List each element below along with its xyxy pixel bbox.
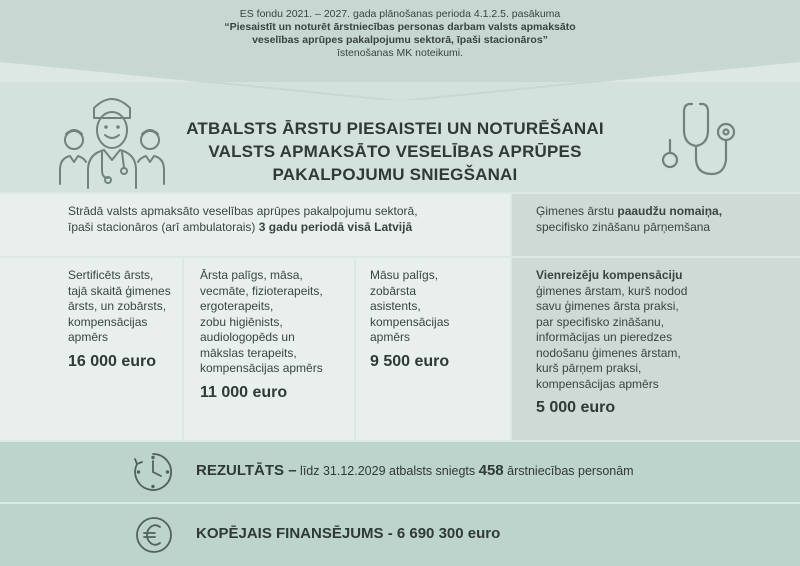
result-row: [0, 442, 800, 502]
one-time-compensation-text: [536, 268, 796, 416]
col4-line: nodošanu ģimenes ārstam,: [536, 345, 681, 360]
assistant-compensation-amount: 9 500 euro: [370, 352, 450, 370]
result-text: [196, 462, 634, 479]
one-time-compensation-amount: 5 000 euro: [536, 399, 616, 416]
col2-line: vecmāte, fizioterapeits,: [200, 283, 323, 298]
eligibility-panel: [0, 194, 510, 256]
result-text-a: līdz 31.12.2029 atbalsts sniegts: [296, 464, 479, 478]
doctor-compensation-amount: 16 000 euro: [68, 352, 157, 370]
assistant-compensation-panel: [356, 258, 510, 440]
doctor-compensation-panel: [0, 258, 182, 440]
col2-line: mākslas terapeits,: [200, 345, 297, 360]
generation-change-line-1-plain: Ģimenes ārstu: [536, 204, 618, 218]
col3-line: kompensācijas: [370, 314, 450, 329]
col1-line: Sertificēts ārsts,: [68, 268, 154, 282]
col1-line: ārsts, un zobārsts,: [68, 299, 167, 313]
funding-row: [0, 504, 800, 566]
generation-change-text: [536, 204, 796, 235]
header-chevron-overlay: [0, 0, 800, 100]
generation-change-line-1-bold: paaudžu nomaiņa,: [617, 204, 723, 218]
col4-line: ģimenes ārstam, kurš nodod: [536, 283, 688, 298]
col4-line: kurš pārņem praksi,: [536, 361, 642, 375]
title-line-2: VALSTS APMAKSĀTO VESELĪBAS APRŪPES: [208, 142, 582, 161]
col4-line: savu ģimenes ārsta praksi,: [536, 299, 679, 313]
header-line-1: ES fondu 2021. – 2027. gada plānošanas perioda 4.1.2.5. pasākuma: [239, 8, 561, 20]
col1-line: kompensācijas: [68, 314, 148, 329]
col4-line: par specifisko zināšanu,: [536, 314, 665, 329]
title-line-3: PAKALPOJUMU SNIEGŠANAI: [272, 165, 518, 184]
col4-line: informācijas un pieredzes: [536, 330, 673, 344]
col3-line: asistents,: [370, 299, 421, 313]
result-text-b: ārstniecības personām: [503, 464, 634, 478]
col3-line: Māsu palīgs,: [370, 268, 439, 282]
eligibility-line-2: [68, 220, 508, 236]
col1-line: tajā skaitā ģimenes: [68, 283, 171, 298]
stethoscope-icon: [650, 100, 740, 182]
eligibility-line-2-plain: īpaši stacionāros (arī ambulatorais): [68, 219, 259, 234]
col2-line: zobu higiēnists,: [200, 314, 283, 329]
col4-line: kompensācijas apmērs: [536, 376, 659, 391]
page-title: [140, 117, 650, 186]
result-number: 458: [478, 462, 504, 479]
generation-change-line-1: [536, 204, 796, 220]
eligibility-line-1: Strādā valsts apmaksāto veselības aprūpes pakalpojumu sektorā,: [68, 204, 418, 218]
eligibility-text: [68, 204, 508, 235]
header-line-4: īstenošanas MK noteikumi.: [336, 47, 464, 59]
doctor-compensation-text: [68, 268, 180, 369]
nurse-compensation-amount: 11 000 euro: [200, 383, 288, 401]
euro-icon: [134, 515, 174, 555]
header-line-3: veselības aprūpes pakalpojumu sektorā, īpaši stacionāros”: [252, 34, 548, 46]
nurse-compensation-text: [200, 268, 352, 400]
col2-line: kompensācijas apmērs: [200, 361, 323, 375]
title-line-1: ATBALSTS ĀRSTU PIESAISTEI UN NOTURĒŠANAI: [186, 119, 604, 138]
header-line-2: “Piesaistīt un noturēt ārstniecības personas darbam valsts apmaksāto: [224, 21, 576, 33]
one-time-compensation-panel: [512, 258, 800, 440]
nurse-compensation-panel: [184, 258, 354, 440]
col2-line: Ārsta palīgs, māsa,: [200, 268, 303, 282]
col3-line: zobārsta: [370, 283, 417, 298]
assistant-compensation-text: [370, 268, 508, 369]
result-label: REZULTĀTS –: [196, 462, 297, 479]
generation-change-panel: [512, 194, 800, 256]
one-time-compensation-heading: Vienreizēju kompensāciju: [536, 268, 683, 282]
generation-change-line-2: specifisko zināšanu pārņemšana: [536, 219, 711, 234]
col1-line: apmērs: [68, 330, 109, 344]
clock-icon: [132, 451, 174, 493]
col2-line: ergoterapeits,: [200, 299, 274, 313]
eligibility-line-2-bold: 3 gadu periodā visā Latvijā: [258, 219, 413, 234]
funding-text: KOPĒJAIS FINANSĒJUMS - 6 690 300 euro: [196, 525, 501, 542]
col3-line: apmērs: [370, 330, 411, 344]
col2-line: audiologopēds un: [200, 330, 295, 344]
